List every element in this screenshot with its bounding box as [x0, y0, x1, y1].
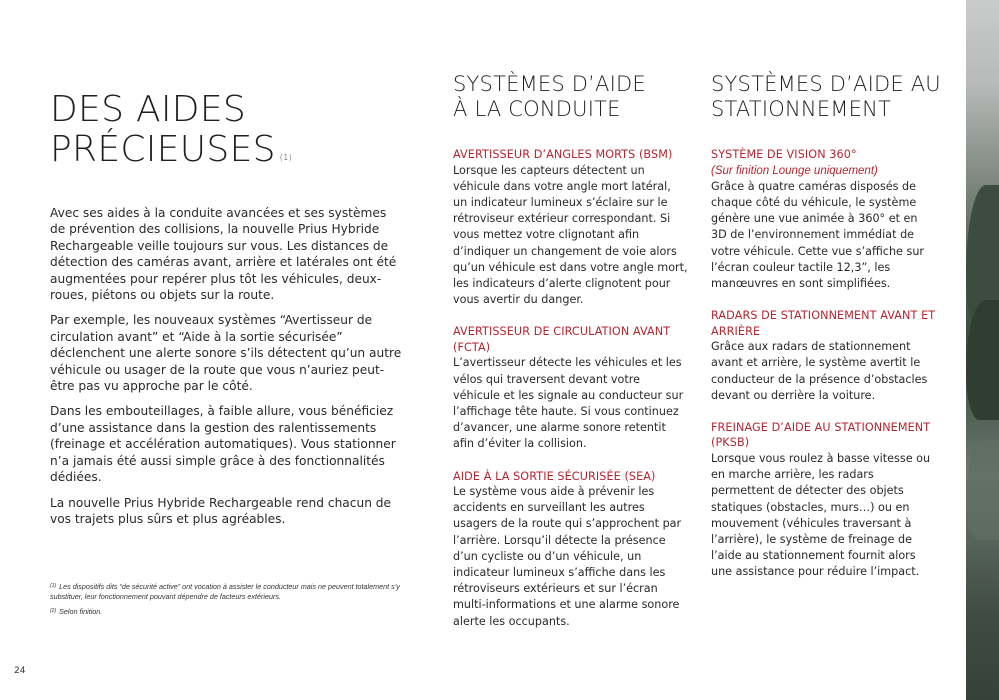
- page-title: [50, 90, 410, 170]
- landscape-photo: [966, 0, 999, 700]
- parking-aids-title-line1: SYSTÈMES D’AIDE AU: [711, 72, 941, 96]
- section-body: L’avertisseur détecte les véhicules et les vélos qui traversent devant votre véhicule et les signale au conducteur sur l’affichage tête haute. Si vous continuez d’avancer, une alarme sonore retentit afin d’éviter la collision.: [453, 356, 684, 451]
- driving-aids-title-line2: À LA CONDUITE: [453, 97, 621, 121]
- section-pksb: [711, 420, 936, 581]
- section-heading: AVERTISSEUR D’ANGLES MORTS (BSM): [453, 148, 673, 161]
- page-title-line2: PRÉCIEUSES: [50, 129, 276, 170]
- driving-aids-column: [453, 72, 688, 646]
- intro-paragraph: Par exemple, les nouveaux systèmes “Avertisseur de circulation avant” et “Aide à la sortie sécurisée” déclenchent une alerte sonore s’ils détectent qu’un autre véhicule ou usager de la route que vous n’auriez peut-être pas vu approche par le côté.: [50, 313, 402, 394]
- intro-paragraph: Dans les embouteillages, à faible allure, vous bénéficiez d’une assistance dans la gestion des ralentissements (freinage et accélération automatiques). Vous stationner n’a jamais été aussi simple grâce à des fonctionnalités dédiées.: [50, 404, 396, 485]
- section-body: Le système vous aide à prévenir les accidents en surveillant les autres usagers de la route qui s’approchent par l’arrière. Lorsqu’il détecte la présence d’un cycliste ou d’un véhicule, un indicateur lumineux s’affiche dans les rétroviseurs extérieurs et sur l’écran multi-informations et une alarme sonore alerte les occupants.: [453, 485, 682, 628]
- section-vision-360: [711, 147, 936, 292]
- page-title-line1: DES AIDES: [50, 89, 247, 130]
- parking-aids-title: [711, 72, 941, 122]
- photo-hill: [966, 440, 999, 540]
- footnote: [50, 582, 405, 601]
- footnotes: [50, 582, 405, 623]
- intro-paragraph: La nouvelle Prius Hybride Rechargeable rend chacun de vos trajets plus sûrs et plus agréables.: [50, 495, 392, 526]
- section-heading: AIDE À LA SORTIE SÉCURISÉE (SEA): [453, 469, 656, 483]
- section-fcta: [453, 324, 688, 452]
- driving-aids-title-line1: SYSTÈMES D’AIDE: [453, 72, 646, 96]
- parking-aids-title-line2: STATIONNEMENT: [711, 97, 892, 121]
- intro-text: [50, 205, 405, 536]
- section-body: Grâce à quatre caméras disposés de chaque côté du véhicule, le système génère une vue animée à 360° et en 3D de l’environnement immédiat de votre véhicule. Cette vue s’affiche sur l’écran couleur tactile 12,3”, les manœuvres en sont simplifiées.: [711, 179, 925, 290]
- section-bsm: [453, 147, 688, 308]
- parking-aids-column: [711, 72, 941, 597]
- page-number: 24: [14, 666, 26, 676]
- section-heading: AVERTISSEUR DE CIRCULATION AVANT (FCTA): [453, 325, 671, 354]
- section-body: Lorsque vous roulez à basse vitesse ou en marche arrière, les radars permettent de détecter des objets statiques (obstacles, murs…) ou en mouvement (véhicules traversant à l’arrière), le système de freinage de l’aide au stationnement fournit alors une assistance pour réduire l’impact.: [711, 451, 931, 579]
- section-heading: FREINAGE D’AIDE AU STATIONNEMENT (PKSB): [711, 420, 931, 450]
- section-body: Lorsque les capteurs détectent un véhicule dans votre angle mort latéral, un indicateur lumineux s’éclaire sur le rétroviseur extérieur correspondant. Si vous mettez votre clignotant afin d’indiquer un changement de voie alors qu’un véhicule est dans votre angle mort, les indicateurs d’alerte clignotent pour vous avertir du danger.: [453, 163, 688, 307]
- title-footnote-mark: (1): [279, 153, 293, 162]
- footnote-text: Les dispositifs dits “de sécurité active” ont vocation à assister le conducteur mais ne peuvent totalement s’y substituer, leur fonctionnement pouvant dépendre de facteurs extérieurs.: [50, 582, 400, 601]
- footnote: [50, 607, 405, 617]
- intro-paragraph: Avec ses aides à la conduite avancées et ses systèmes de prévention des collisions, la nouvelle Prius Hybride Rechargeable veille toujours sur vous. Les distances de détection des caméras avant, arrière et latérales ont été augmentées pour repérer plus tôt les véhicules, deux-roues, piétons ou objets sur la route.: [50, 206, 397, 303]
- driving-aids-title: [453, 72, 688, 122]
- footnote-mark: (2): [50, 608, 57, 615]
- footnote-mark: (1): [50, 583, 57, 589]
- section-parking-radars: [711, 308, 936, 404]
- section-subheading: (Sur finition Lounge uniquement): [711, 164, 878, 177]
- section-sea: [453, 469, 688, 630]
- section-heading: SYSTÈME DE VISION 360°: [711, 148, 857, 161]
- section-body: Grâce aux radars de stationnement avant et arrière, le système avertit le conducteur de la présence d’obstacles devant ou derrière la voiture.: [711, 340, 928, 402]
- section-heading: RADARS DE STATIONNEMENT AVANT ET ARRIÈRE: [711, 309, 936, 338]
- footnote-text: Selon finition.: [59, 607, 103, 617]
